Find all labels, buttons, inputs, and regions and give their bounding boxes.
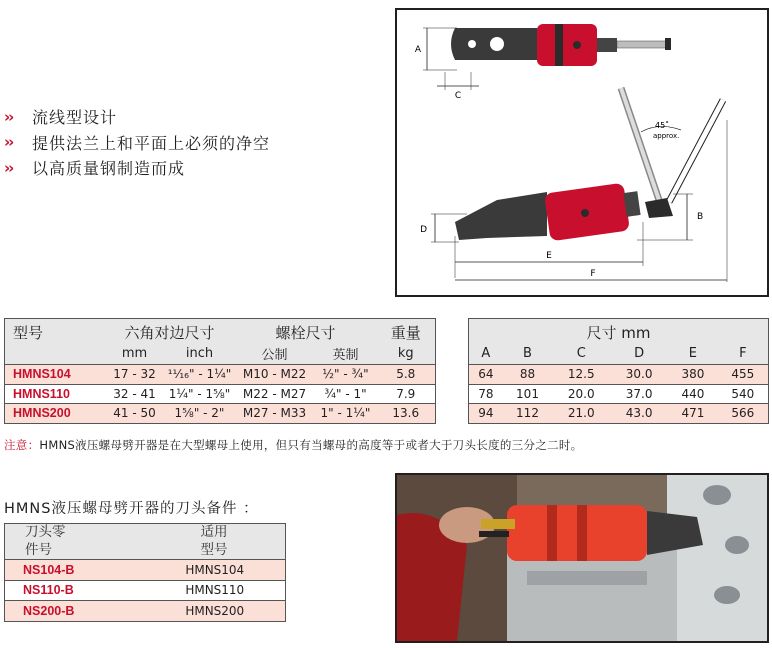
dim-label-c: C xyxy=(454,91,462,101)
kg-cell: 5.8 xyxy=(396,367,416,382)
dim-cell: 455 xyxy=(731,367,755,382)
dim-subheader-row xyxy=(469,343,769,365)
parts-table xyxy=(4,523,286,622)
dim-label-d: D xyxy=(420,225,427,235)
dim-col-e: E xyxy=(688,345,698,361)
table-row xyxy=(5,580,286,601)
spec-table xyxy=(4,318,436,424)
angle-label: 45˚ xyxy=(655,121,670,130)
chevron-right-icon: ›› xyxy=(4,158,13,177)
usage-note xyxy=(4,437,582,453)
nut-splitter-drawing xyxy=(397,10,767,295)
sub-inch: inch xyxy=(185,345,214,361)
mm-cell: 17 - 32 xyxy=(113,367,156,382)
inch-cell: 1¼" - 1⅝" xyxy=(168,386,231,401)
usage-photo-illustration xyxy=(397,475,767,641)
dim-cell: 94 xyxy=(478,406,494,421)
chevron-right-icon: ›› xyxy=(4,107,13,126)
dim-cell: 112 xyxy=(516,406,539,421)
dim-cell: 43.0 xyxy=(625,406,653,421)
feature-text: 以高质量钢制造而成 xyxy=(32,159,186,179)
part-model-cell: HMNS200 xyxy=(185,603,245,618)
inch-cell: 1⅝" - 2" xyxy=(174,406,225,421)
mm-cell: 41 - 50 xyxy=(113,406,156,421)
metric-cell: M10 - M22 xyxy=(242,367,307,382)
table-row xyxy=(5,365,436,385)
dimension-table xyxy=(468,318,769,424)
note-text: HMNS液压螺母劈开器是在大型螺母上使用，但只有当螺母的高度等于或者大于刀头长度的三分之二时。 xyxy=(39,438,583,452)
model-cell: HMNS200 xyxy=(13,406,71,421)
parts-col2-line1: 适用 xyxy=(200,524,228,540)
dim-col-c: C xyxy=(576,345,586,361)
dim-label-e: E xyxy=(546,251,552,261)
dim-col-b: B xyxy=(523,345,532,361)
col-hex-header: 六角对边尺寸 xyxy=(124,323,215,342)
dim-header-row xyxy=(469,319,769,343)
part-cell: NS200-B xyxy=(23,603,75,618)
dim-label-f: F xyxy=(590,269,596,279)
dim-cell: 380 xyxy=(681,367,705,382)
feature-item xyxy=(4,104,270,130)
metric-cell: M27 - M33 xyxy=(242,406,307,421)
spec-subheader-row xyxy=(5,343,436,365)
feature-text: 提供法兰上和平面上必须的净空 xyxy=(32,133,271,153)
part-model-cell: HMNS110 xyxy=(185,583,245,598)
dim-col-d: D xyxy=(634,345,645,361)
model-cell: HMNS104 xyxy=(13,367,71,382)
dim-cell: 20.0 xyxy=(567,386,595,401)
mm-cell: 32 - 41 xyxy=(113,386,156,401)
kg-cell: 13.6 xyxy=(392,406,420,421)
dim-col-f: F xyxy=(739,345,747,361)
imperial-cell: ¾" - 1" xyxy=(324,386,367,401)
model-cell: HMNS110 xyxy=(13,386,70,401)
dim-cell: 566 xyxy=(731,406,755,421)
note-label: 注意： xyxy=(4,438,40,452)
dim-cell: 101 xyxy=(516,386,539,401)
dim-label-a: A xyxy=(414,45,421,55)
dim-cell: 37.0 xyxy=(625,386,653,401)
chevron-right-icon: ›› xyxy=(4,133,13,152)
imperial-cell: ½" - ¾" xyxy=(322,367,369,382)
dim-cell: 471 xyxy=(681,406,705,421)
feature-list xyxy=(4,104,270,181)
table-row xyxy=(5,560,286,581)
parts-header-row xyxy=(5,524,286,560)
imperial-cell: 1" - 1¼" xyxy=(320,406,371,421)
dim-cell: 64 xyxy=(478,367,494,382)
parts-col2-line2: 型号 xyxy=(200,541,228,558)
part-cell: NS104-B xyxy=(23,562,75,577)
angle-note: approx. xyxy=(653,132,680,140)
feature-item xyxy=(4,155,270,181)
tool-side-view xyxy=(455,88,723,241)
col-bolt-header: 螺栓尺寸 xyxy=(275,323,336,342)
dim-cell: 12.5 xyxy=(567,367,595,382)
table-row xyxy=(469,384,769,404)
inch-cell: ¹¹⁄₁₆" - 1¼" xyxy=(167,367,232,382)
dim-label-b: B xyxy=(697,212,704,222)
kg-cell: 7.9 xyxy=(396,386,416,401)
dim-cell: 78 xyxy=(478,386,494,401)
table-row xyxy=(469,404,769,424)
sub-kg: kg xyxy=(397,345,414,361)
dim-title: 尺寸 mm xyxy=(586,323,651,342)
dim-cell: 440 xyxy=(681,386,705,401)
table-row xyxy=(5,601,286,622)
sub-metric: 公制 xyxy=(261,347,288,363)
dim-cell: 88 xyxy=(519,367,536,382)
dim-cell: 30.0 xyxy=(625,367,653,382)
col-model-header: 型号 xyxy=(13,323,44,342)
parts-col2-header xyxy=(145,524,286,560)
dim-cell: 21.0 xyxy=(567,406,595,421)
dim-cell: 540 xyxy=(731,386,755,401)
feature-text: 流线型设计 xyxy=(32,108,118,128)
dim-col-a: A xyxy=(481,345,491,361)
col-weight-header: 重量 xyxy=(390,323,421,342)
parts-title: HMNS液压螺母劈开器的刀头备件 ： xyxy=(4,501,259,517)
product-photo xyxy=(395,473,769,643)
table-row xyxy=(469,365,769,385)
table-row xyxy=(5,384,436,404)
parts-col1-line2: 件号 xyxy=(25,541,52,558)
sub-mm: mm xyxy=(121,345,148,361)
tool-top-view xyxy=(451,24,671,66)
sub-imperial: 英制 xyxy=(332,347,359,363)
spec-header-row xyxy=(5,319,436,343)
feature-item xyxy=(4,130,270,156)
part-cell: NS110-B xyxy=(23,583,74,598)
part-model-cell: HMNS104 xyxy=(185,562,245,577)
parts-col1-header xyxy=(5,524,145,560)
parts-col1-line1: 刀头零 xyxy=(25,524,66,540)
metric-cell: M22 - M27 xyxy=(242,386,307,401)
table-row xyxy=(5,404,436,424)
dimension-drawing xyxy=(395,8,769,297)
